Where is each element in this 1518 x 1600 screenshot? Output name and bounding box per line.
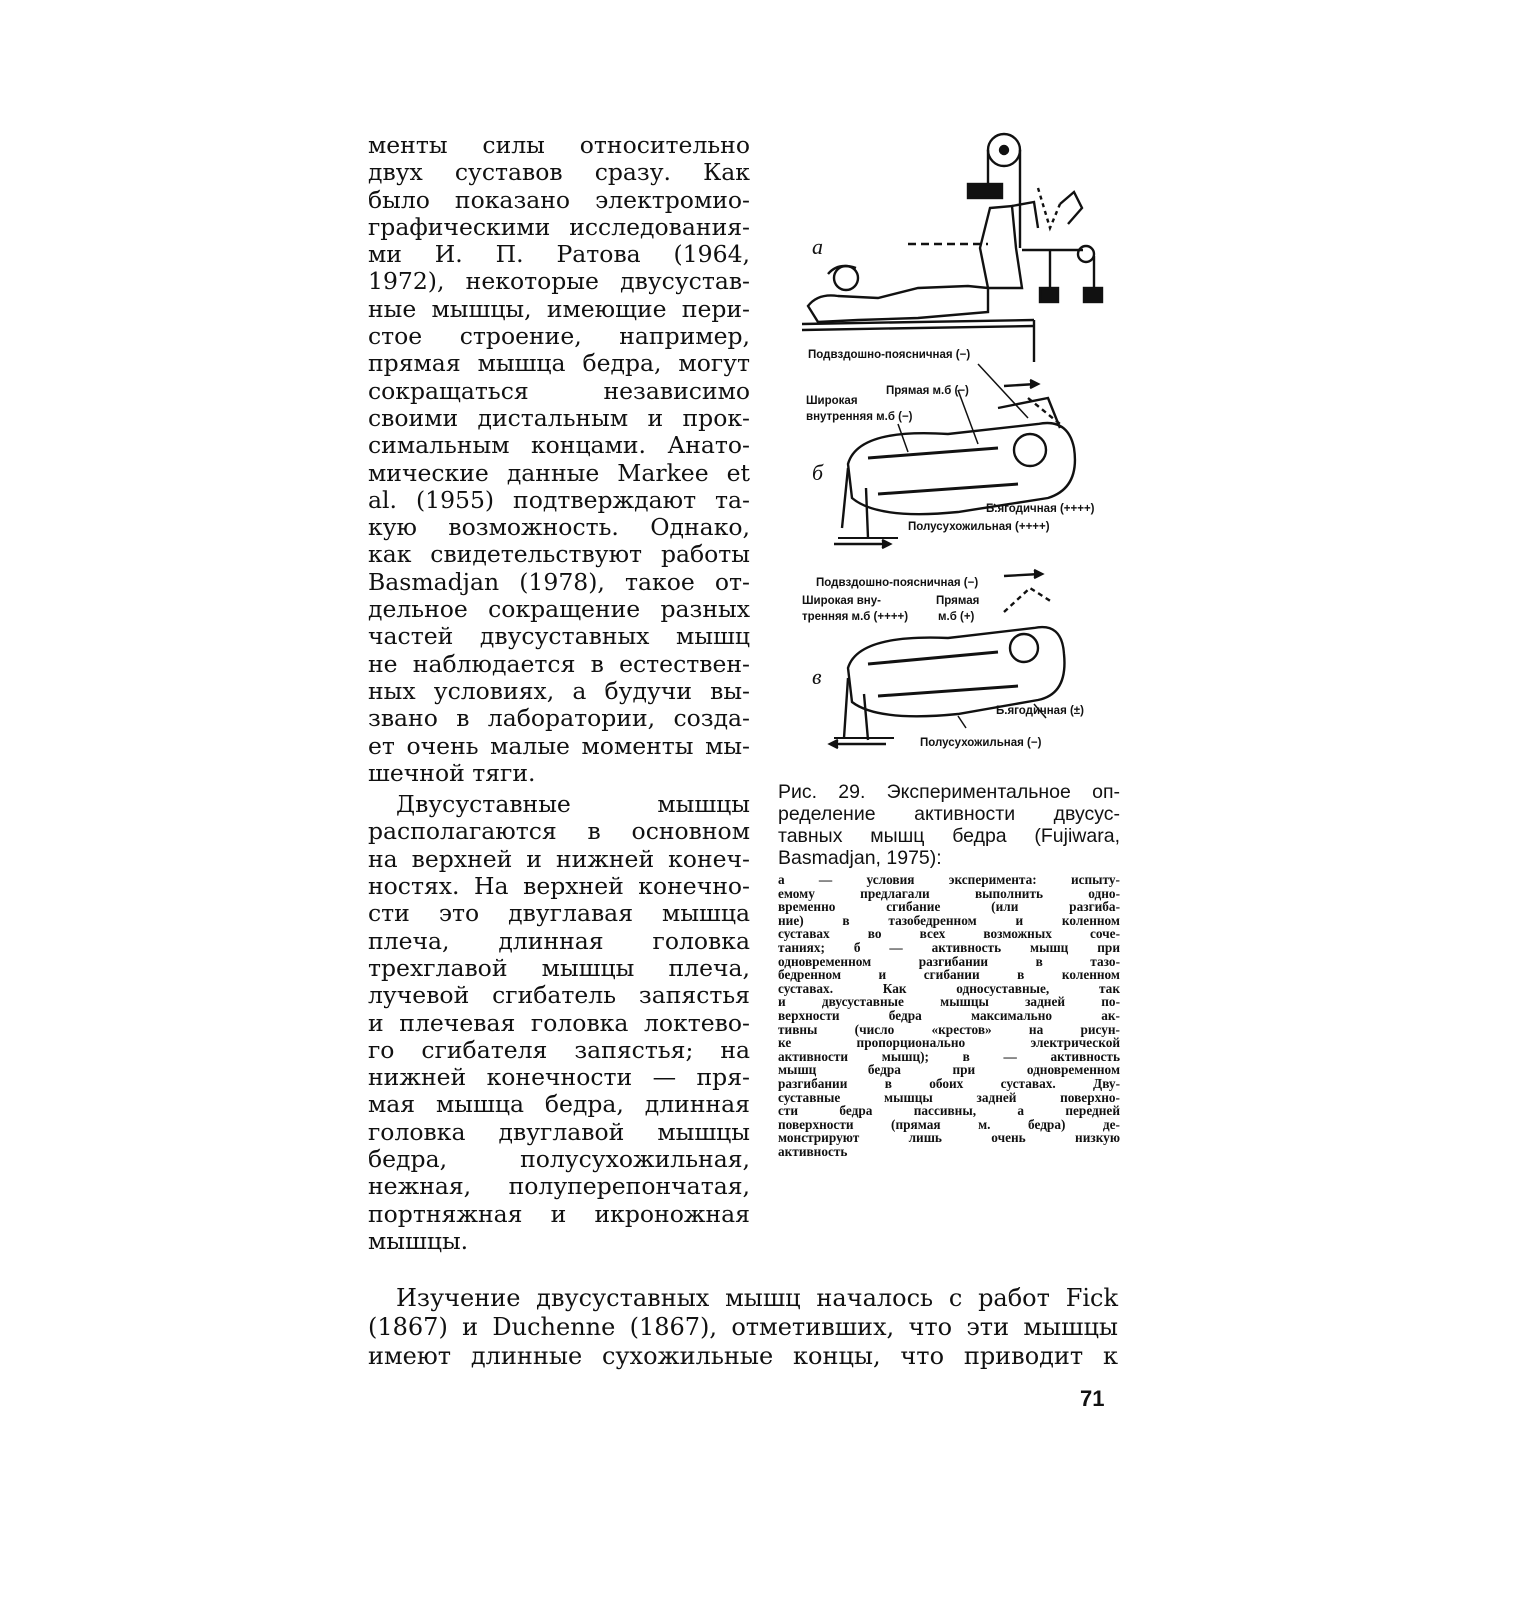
- caption-line: ределение активности двусус-: [778, 803, 1120, 825]
- text-line: мические данные Markee et: [368, 458, 750, 487]
- label-rectus-v: Прямая: [936, 595, 980, 607]
- text-line: ностях. На верхней конечно-: [368, 872, 750, 901]
- text-line: звано в лаборатории, созда-: [368, 704, 750, 733]
- text-line: графическими исследования-: [368, 212, 750, 241]
- text-line: сокращаться независимо: [368, 376, 750, 405]
- caption-body-line: мышц бедра при одновременном: [778, 1062, 1120, 1078]
- text-line: ные мышцы, имеющие пери-: [368, 294, 750, 323]
- text-line: го сгибателя запястья; на: [368, 1035, 750, 1064]
- text-line: ми И. П. Ратова (1964,: [368, 240, 750, 269]
- text-line: располагаются в основном: [368, 817, 750, 846]
- label-iliopsoas-v: Подвздошно-поясничная (−): [816, 577, 979, 589]
- text-line: 1972), некоторые двусустав-: [368, 267, 750, 296]
- text-line: своими дистальным и прок-: [368, 403, 750, 432]
- caption-body-line: временно сгибание (или разгиба-: [778, 899, 1120, 915]
- text-line: Двусуставные мышцы: [396, 790, 750, 819]
- text-line: имеют длинные сухожильные концы, что приводит к: [368, 1342, 1118, 1370]
- text-line: шечной тяги.: [368, 758, 536, 787]
- text-line: кую возможность. Однако,: [368, 513, 750, 542]
- text-line: лучевой сгибатель запястья: [368, 981, 750, 1010]
- caption-body-line: активность: [778, 1143, 848, 1159]
- text-line: прямая мышца бедра, могут: [368, 349, 750, 378]
- figure-29-illustration: [798, 128, 1118, 768]
- label-gluteus-b: Б.ягодичная (++++): [986, 503, 1095, 515]
- caption-body-line: и двусуставные мышцы задней по-: [778, 994, 1120, 1010]
- caption-body-line: поверхности (прямая м. бедра) де-: [778, 1116, 1120, 1132]
- text-line: мая мышца бедра, длинная: [368, 1090, 750, 1119]
- text-line: (1867) и Duchenne (1867), отметивших, что эти мышцы: [368, 1313, 1118, 1341]
- text-line: Изучение двусуставных мышц началось с работ Fick: [396, 1284, 1118, 1312]
- text-line: как свидетельствуют работы: [368, 540, 750, 569]
- label-rectus-b: Прямая м.б (−): [886, 385, 969, 397]
- left-text-column: [368, 132, 750, 1255]
- text-line: сти это двуглавая мышца: [368, 899, 750, 928]
- label-semitend-v: Полусухожильная (−): [920, 737, 1042, 749]
- text-line: бедра, полусухожильная,: [368, 1144, 750, 1173]
- label-vastus-b: Широкая: [806, 395, 858, 407]
- panel-a-drawing: [802, 134, 1102, 362]
- text-line: было показано электромио-: [368, 185, 750, 214]
- text-line: стое строение, например,: [368, 322, 750, 351]
- label-iliopsoas-b: Подвздошно-поясничная (−): [808, 349, 971, 361]
- text-line: головка двуглавой мышцы: [368, 1117, 750, 1146]
- text-line: нежная, полуперепончатая,: [368, 1172, 750, 1201]
- text-line: симальным концами. Анато-: [368, 431, 750, 460]
- caption-body-line: ке пропорционально электрической: [778, 1035, 1120, 1051]
- label-semitend-b: Полусухожильная (++++): [908, 521, 1050, 533]
- caption-body-line: одновременном разгибании в тазо-: [778, 953, 1120, 969]
- caption-body: [778, 873, 1120, 1158]
- caption-body-line: емому предлагали выполнить одно-: [778, 885, 1120, 901]
- caption-line: Basmadjan, 1975):: [778, 847, 942, 869]
- panel-letter-b: б: [812, 460, 824, 485]
- paragraph-2: [368, 791, 750, 1255]
- caption-body-line: тивны (число «крестов» на рисун-: [778, 1021, 1120, 1037]
- text-line: плеча, длинная головка: [368, 926, 750, 955]
- text-line: нижней конечности — пря-: [368, 1063, 750, 1092]
- caption-body-line: разгибании в обоих суставах. Дву-: [778, 1075, 1120, 1091]
- caption-body-line: суставах. Как односуставные, так: [778, 980, 1120, 996]
- text-line: двух суставов сразу. Как: [368, 158, 750, 187]
- text-line: менты силы относительно: [368, 131, 750, 159]
- label-rectus-v-2: м.б (+): [938, 611, 975, 623]
- caption-body-line: а — условия эксперимента: испыту-: [778, 872, 1120, 887]
- caption-body-line: суставах во всех возможных соче-: [778, 926, 1120, 942]
- caption-title: [778, 781, 1120, 869]
- text-line: дельное сокращение разных: [368, 595, 750, 624]
- label-vastus-v: Широкая вну-: [802, 595, 881, 607]
- text-line: частей двусуставных мышц: [368, 622, 750, 651]
- caption-body-line: ние) в тазобедренном и коленном: [778, 912, 1120, 928]
- caption-body-line: суставные мышцы задней поверхно-: [778, 1089, 1120, 1105]
- label-vastus-v-2: тренняя м.б (++++): [802, 611, 909, 623]
- text-line: ных условиях, а будучи вы-: [368, 676, 750, 705]
- text-line: не наблюдается в естествен-: [368, 649, 750, 678]
- caption-body-line: монстрируют лишь очень низкую: [778, 1130, 1120, 1146]
- caption-body-line: сти бедра пассивны, а передней: [778, 1103, 1120, 1119]
- panel-letter-a: а: [812, 234, 823, 259]
- panel-letter-v: в: [812, 664, 822, 689]
- caption-body-line: верхности бедра максимально ак-: [778, 1007, 1120, 1023]
- text-line: на верхней и нижней конеч-: [368, 844, 750, 873]
- caption-line: тавных мышц бедра (Fujiwara,: [778, 825, 1120, 847]
- caption-body-line: таниях; б — активность мышц при: [778, 939, 1120, 955]
- label-vastus-b-2: внутренняя м.б (−): [806, 411, 913, 423]
- text-line: al. (1955) подтверждают та-: [368, 485, 750, 514]
- text-line: трехглавой мышцы плеча,: [368, 953, 750, 982]
- text-line: мышцы.: [368, 1226, 469, 1255]
- text-line: портняжная и икроножная: [368, 1199, 750, 1228]
- figure-caption: [778, 781, 1120, 1158]
- label-gluteus-v: Б.ягодичная (±): [996, 705, 1084, 717]
- paragraph-1: [368, 132, 750, 787]
- caption-body-line: бедренном и сгибании в коленном: [778, 967, 1120, 983]
- page-number: 71: [1080, 1386, 1105, 1411]
- text-line: ет очень малые моменты мы-: [368, 731, 750, 760]
- caption-body-line: активности мышц); в — активность: [778, 1048, 1120, 1064]
- text-line: Basmadjan (1978), такое от-: [368, 567, 750, 596]
- bottom-paragraph: [368, 1284, 1118, 1371]
- text-line: и плечевая головка локтево-: [368, 1008, 750, 1037]
- caption-line: Рис. 29. Экспериментальное оп-: [778, 781, 1120, 803]
